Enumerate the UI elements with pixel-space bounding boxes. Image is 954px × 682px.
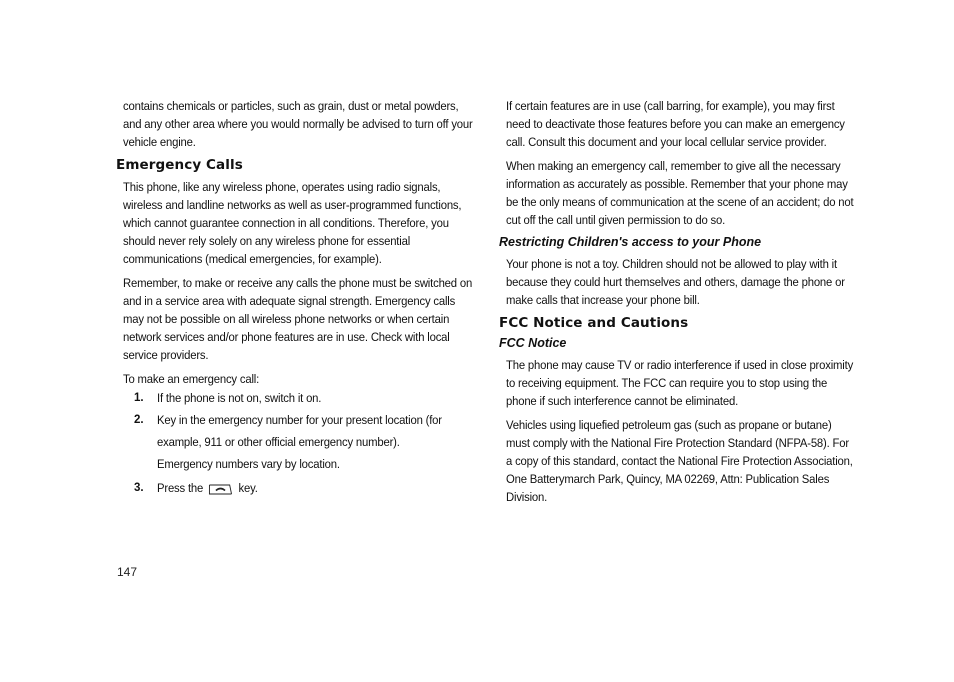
fcc-paragraph-1: The phone may cause TV or radio interference if used in close proximity to receiving equipment. The FCC can require you to stop using the phone if such interference cannot be eliminated. bbox=[506, 358, 854, 408]
step-number: 2. bbox=[134, 414, 144, 426]
emergency-paragraph-3: To make an emergency call: bbox=[123, 372, 260, 386]
end-key-icon bbox=[209, 482, 233, 493]
fcc-notice-subheading: FCC Notice bbox=[499, 336, 567, 350]
step-text: Key in the emergency number for your present location (for example, 911 or other official emergency number). Emergency numbers vary by location. bbox=[157, 413, 442, 471]
step-text-after: key. bbox=[238, 481, 258, 495]
restricting-children-heading: Restricting Children's access to your Phone bbox=[499, 235, 762, 249]
step-number: 3. bbox=[134, 482, 144, 494]
page-number: 147 bbox=[117, 565, 138, 579]
emergency-steps-list bbox=[116, 389, 468, 497]
list-item bbox=[134, 411, 468, 475]
step-number: 1. bbox=[134, 392, 144, 404]
fcc-paragraph-2: Vehicles using liquefied petroleum gas (such as propane or butane) must comply with the National Fire Protection Standard (NFPA-58). For a copy of this standard, contact the National Fire Protection Association, One Batterymarch Park, Quincy, MA 02269, Attn: Publication Sales Division. bbox=[506, 418, 853, 504]
step-text: If the phone is not on, switch it on. bbox=[157, 391, 322, 405]
emergency-paragraph-2: Remember, to make or receive any calls the phone must be switched on and in a service area with adequate signal strength. Emergency calls may not be possible on all wireless phone networks or when certain network services and/or phone features are in use. Check with local service providers. bbox=[123, 276, 473, 362]
emergency-info-paragraph: When making an emergency call, remember to give all the necessary information as accurately as possible. Remember that your phone may be the only means of communication at the scene of an accident; do not cut off the call until given permission to do so. bbox=[506, 159, 854, 227]
fcc-notice-cautions-heading: FCC Notice and Cautions bbox=[499, 315, 689, 331]
right-column bbox=[499, 97, 854, 512]
step-text-before: Press the bbox=[157, 481, 204, 495]
features-paragraph: If certain features are in use (call barring, for example), you may first need to deactivate those features before you can make an emergency call. Consult this document and your local cellular service provider. bbox=[506, 99, 845, 149]
step-text bbox=[157, 479, 443, 497]
list-item bbox=[134, 389, 468, 407]
children-paragraph: Your phone is not a toy. Children should not be allowed to play with it because they could hurt themselves and others, damage the phone or make calls that increase your phone bill. bbox=[506, 257, 845, 307]
left-column bbox=[116, 97, 473, 501]
emergency-calls-heading: Emergency Calls bbox=[116, 157, 243, 173]
intro-paragraph: contains chemicals or particles, such as grain, dust or metal powders, and any other area where you would normally be advised to turn off your vehicle engine. bbox=[123, 99, 473, 149]
emergency-paragraph-1: This phone, like any wireless phone, operates using radio signals, wireless and landline networks as well as user-programmed functions, which cannot guarantee connection in all conditions. Therefore, you should never rely solely on any wireless phone for essential communications (medical emergencies, for example). bbox=[123, 180, 462, 266]
list-item bbox=[134, 479, 468, 497]
